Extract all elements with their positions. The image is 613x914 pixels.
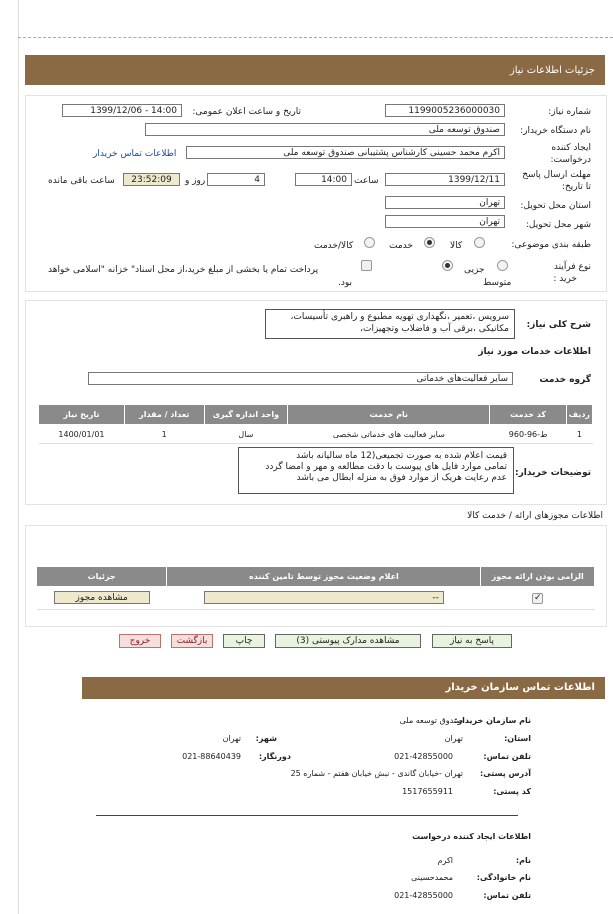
col-row: ردیف [566,405,592,425]
announce-label: تاریخ و ساعت اعلان عمومی: [192,107,301,117]
contact-city-label: شهر: [255,734,277,743]
city-label: شهر محل تحویل: [525,220,591,230]
remaining-label: ساعت باقی مانده [48,176,115,186]
need-number-field[interactable]: 1199005236000030 [385,104,505,117]
org-name: صندوق توسعه ملی [399,716,463,725]
postal: 1517655911 [402,787,453,796]
required-checkbox[interactable]: ✓ [533,592,542,603]
creator-label: ایجاد کننده [551,143,591,153]
cell-row: 1 [566,425,592,444]
province-label: استان محل تحویل: [520,201,591,211]
reply-button[interactable]: پاسخ به نیاز [432,634,512,648]
buyer-notes-box [238,447,514,494]
org-name-label: نام سازمان خریدار: [454,716,531,725]
col-quantity: تعداد / مقدار [124,405,204,425]
category-option-goods: کالا [450,241,463,251]
category-option-both: کالا/خدمت [314,241,354,251]
category-radio-goods[interactable] [474,237,485,248]
buyer-notes-line-1: قیمت اعلام شده به صورت تجمیعی(12 ماه سالیانه باشد [296,451,507,461]
category-label: طبقه بندی موضوعی: [511,240,591,250]
col-service-code: کد خدمت [490,405,566,425]
category-radio-both[interactable] [364,237,375,248]
cell-unit: سال [204,425,288,444]
col-need-date: تاریخ نیاز [39,405,125,425]
service-group-field[interactable]: سایر فعالیت‌های خدماتی [88,372,513,385]
view-permit-button[interactable]: مشاهده مجوز [54,591,150,604]
buyer-notes-line-2: تمامی موارد فایل های پیوست با دقت مطالعه و مهر و امضا گردد [265,462,507,472]
last-name: محمدحسینی [411,873,453,882]
contact-city: تهران [222,734,241,743]
col-service-name: نام خدمت [288,405,490,425]
process-label: نوع فرآیند [553,262,591,272]
buyer-contact-link[interactable]: اطلاعات تماس خریدار [93,149,177,159]
buyer-notes-line-3: عدم رعایت هریک از موارد فوق به منزله ابطال می باشد [296,473,507,483]
services-header-row [39,405,593,425]
col-details: جزئیات [37,567,167,587]
buyer-notes-label: توضیحات خریدار: [515,468,591,478]
cell-quantity: 1 [124,425,204,444]
services-title: اطلاعات خدمات مورد نیاز [478,347,591,357]
services-table [38,404,593,444]
deadline-label-2: تا تاریخ: [561,182,591,192]
address-label: آدرس پستی: [480,769,531,778]
description-line-2: مکانیکی ،برقی آب و فاضلاب وتجهیزات، [360,324,509,334]
description-box [265,309,515,339]
payment-checkbox[interactable] [361,260,372,271]
buyer-org-field[interactable]: صندوق توسعه ملی [145,123,505,136]
process-option-medium: متوسط [483,278,512,288]
creator-field[interactable]: اکرم محمد حسینی کارشناس پشتیبانی صندوق توسعه ملی [186,146,505,159]
cell-service-name: سایر فعالیت های خدماتی شخصی [288,425,490,444]
permits-table [36,566,595,610]
contact-fax: 021-88640439 [182,752,241,761]
buyer-org-label: نام دستگاه خریدار: [520,126,591,136]
need-number-label: شماره نیاز: [548,107,591,117]
permit-status-field[interactable]: -- [204,591,444,604]
address: تهران -خیابان گاندی - نبش خیابان هفتم - شماره 25 [290,769,463,778]
permits-title: اطلاعات مجوزهای ارائه / خدمت کالا [467,511,603,521]
payment-note: پرداخت تمام یا بخشی از مبلغ خرید،از محل اسناد" خزانه "اسلامی خواهد [48,265,319,275]
last-name-label: نام خانوادگی: [476,873,531,882]
contact-province: تهران [444,734,463,743]
days-label: روز و [185,176,206,186]
creator-phone: 021-42855000 [394,891,453,900]
service-group-label: گروه خدمت [539,375,591,385]
contact-province-label: استان: [504,734,531,743]
time-label: ساعت [354,176,379,186]
cell-service-code: ط-96-960 [490,425,566,444]
deadline-time-field[interactable]: 14:00 [295,173,352,186]
announce-field[interactable]: 1399/12/06 - 14:00 [62,104,182,117]
process-radio-selected[interactable] [442,260,453,271]
remaining-time-field: 23:52:09 [123,173,180,186]
contact-phone: 021-42855000 [394,752,453,761]
creator-phone-label: تلفن تماس: [483,891,531,900]
contact-divider [96,815,518,816]
contact-header [82,677,605,699]
col-status: اعلام وضعیت مجوز توسط تامین کننده [167,567,481,587]
first-name: اکرم [437,856,453,865]
left-border [18,0,19,914]
print-button[interactable]: چاپ [223,634,265,648]
payment-note-2: بود. [338,278,353,288]
creator-label-2: درخواست: [550,155,591,165]
col-required: الزامی بودن ارائه مجوز [481,567,595,587]
col-unit: واحد اندازه گیری [204,405,288,425]
deadline-date-field[interactable]: 1399/12/11 [385,173,505,186]
days-field[interactable]: 4 [207,173,265,186]
table-row [37,587,595,610]
contact-title: اطلاعات تماس سازمان خریدار [445,682,595,693]
description-line-1: سرویس ،تعمیر ،نگهداری تهویه مطبوع و راهبری تأسیسات، [290,312,509,322]
contact-fax-label: دورنگار: [258,752,291,761]
deadline-label: مهلت ارسال پاسخ [522,170,591,180]
city-field[interactable]: تهران [385,215,505,228]
top-divider [18,37,613,38]
back-button[interactable]: بازگشت [171,634,213,648]
postal-label: کد پستی: [493,787,531,796]
creator-info-title: اطلاعات ایجاد کننده درخواست [412,832,531,841]
category-option-service: خدمت [389,241,413,251]
process-label-2: خرید : [553,274,577,284]
first-name-label: نام: [515,856,531,865]
process-radio-small[interactable] [497,260,508,271]
exit-button[interactable]: خروج [119,634,161,648]
permits-header-row [37,567,595,587]
page-title: جزئیات اطلاعات نیاز [509,65,595,76]
category-radio-service[interactable] [424,237,435,248]
province-field[interactable]: تهران [385,196,505,209]
cell-need-date: 1400/01/01 [39,425,125,444]
contact-phone-label: تلفن تماس: [483,752,531,761]
table-row [39,425,593,444]
description-label: شرح کلی نیاز: [526,320,591,330]
process-option-small: جزیی [464,265,485,275]
page-header [25,55,605,85]
view-docs-button[interactable]: مشاهده مدارک پیوستی (3) [275,634,421,648]
